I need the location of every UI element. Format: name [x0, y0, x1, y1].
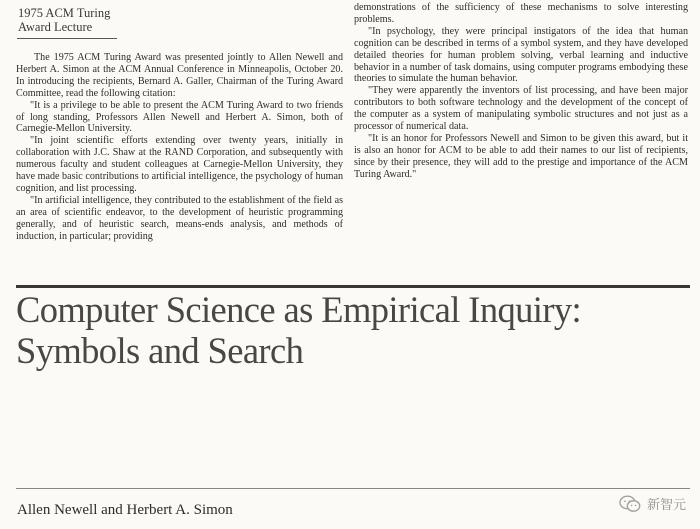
citation-paragraph: "In psychology, they were principal instigators of the idea that human cognition can be described in terms of a symbol system, and they have developed detailed theories for human problem solving, verbal learning and inductive behavior in a number of task domains, using computer programs embodying these theories to simulate the human behavior.	[354, 25, 688, 85]
header-line-1: 1975 ACM Turing	[18, 6, 111, 20]
lecture-header	[18, 6, 110, 34]
citation-paragraph: "In joint scientific efforts extending over twenty years, initially in collaboration with J.C. Shaw at the RAND Corporation, and subsequently with numerous faculty and student colleagues at Carnegie-Mellon University, they have made basic contributions to artificial intelligence, the psychology of human cognition, and list processing.	[16, 135, 343, 194]
citation-paragraph: "It is a privilege to be able to present the ACM Turing Award to two friends of long standing, Professors Allen Newell and Herbert A. Simon, both of Carnegie-Mellon University.	[16, 99, 343, 135]
author-rule	[16, 488, 690, 489]
citation-paragraph: "In artificial intelligence, they contributed to the establishment of the field as an area of scientific endeavor, to the development of heuristic programming generally, and of heuristic search, means-ends analysis, and methods of induction, in particular; providing	[16, 194, 343, 242]
citation-paragraph: demonstrations of the sufficiency of these mechanisms to solve interesting problems.	[354, 2, 688, 25]
intro-paragraph: The 1975 ACM Turing Award was presented jointly to Allen Newell and Herbert A. Simon at the ACM Annual Conference in Minneapolis, October 20. In introducing the recipients, Bernard A. Galler, Chairman of the Turing Award Committee, read the following citation:	[16, 52, 343, 99]
article-authors: Allen Newell and Herbert A. Simon	[17, 502, 233, 518]
title-rule	[16, 285, 690, 288]
title-line-1: Computer Science as Empirical Inquiry:	[16, 289, 582, 330]
watermark	[619, 494, 686, 513]
wechat-icon	[619, 495, 641, 513]
title-line-2: Symbols and Search	[16, 330, 304, 371]
intro-right-column	[354, 2, 688, 181]
watermark-text: 新智元	[646, 498, 686, 513]
header-line-2: Award Lecture	[18, 20, 93, 34]
citation-paragraph: "They were apparently the inventors of list processing, and have been major contributors to both software technology and the development of the concept of the computer as a system of manipulating symbolic structures and not just as a processor of numerical data.	[354, 85, 688, 133]
intro-left-column	[16, 52, 343, 243]
article-title	[16, 289, 696, 371]
header-rule	[17, 38, 117, 39]
citation-paragraph: "It is an honor for Professors Newell and Simon to be given this award, but it is also an honor for ACM to be able to add their names to our list of recipients, since by their presence, they will add to the prestige and importance of the ACM Turing Award."	[354, 132, 688, 180]
